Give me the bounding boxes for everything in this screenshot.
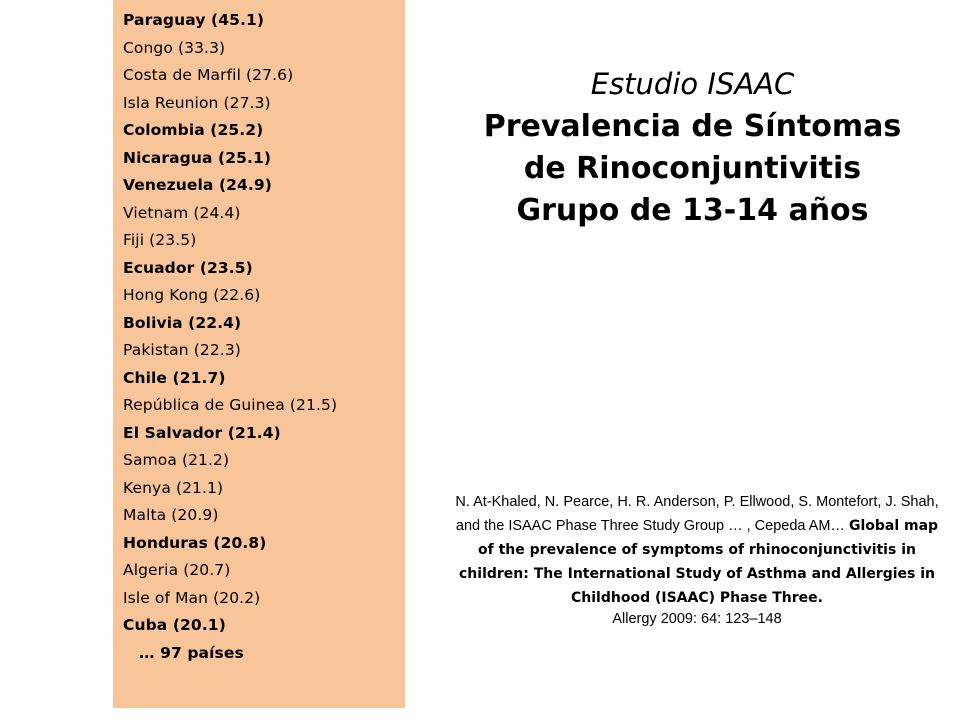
country-list-item: Hong Kong (22.6) [123,286,261,304]
country-list-item: Bolivia (22.4) [123,313,242,332]
country-list-item: Malta (20.9) [123,506,219,524]
country-list-item: Paraguay (45.1) [123,11,265,29]
country-list-item: El Salvador (21.4) [123,423,281,442]
country-list-item: Samoa (21.2) [123,451,230,469]
country-list-item: Pakistan (22.3) [123,341,241,359]
country-list [123,7,337,667]
country-list-item: Isla Reunion (27.3) [123,93,271,112]
country-list-item: Chile (21.7) [123,368,226,387]
country-list-item: Costa de Marfil (27.6) [123,66,294,84]
title-line-age-group: Grupo de 13-14 años [516,193,869,228]
country-list-item: República de Guinea (21.5) [123,396,338,414]
country-list-item: Congo (33.3) [123,38,226,57]
country-list-item: Isle of Man (20.2) [123,588,261,607]
country-prevalence-panel [113,0,405,708]
country-list-item: Vietnam (24.4) [123,203,241,222]
country-list-item: Algeria (20.7) [123,561,231,579]
title-line-condition: de Rinoconjuntivitis [523,151,862,186]
citation-authors: N. At-Khaled, N. Pearce, H. R. Anderson, P. Ellwood, S. Montefort, J. Shah, and the ISAAC Phase Three Study Group … , Cepeda AM… [455,494,939,534]
country-list-item: Fiji (23.5) [123,231,197,249]
country-list-item: Ecuador (23.5) [123,258,253,277]
title-study-name: Estudio ISAAC [590,67,795,101]
country-list-item: Honduras (20.8) [123,533,267,552]
country-list-item: Kenya (21.1) [123,478,224,497]
country-list-item: Colombia (25.2) [123,121,264,139]
country-list-item: … 97 países [139,643,244,662]
slide-title [455,62,930,232]
citation [452,490,942,628]
citation-article-title: Global map of the prevalence of symptoms of rhinoconjunctivitis in children: The International Study of Asthma and Allergies in Childhood (ISAAC) Phase Three. [459,518,939,606]
country-list-item: Cuba (20.1) [123,616,226,634]
title-line-prevalence: Prevalencia de Síntomas [483,109,902,144]
country-list-item: Nicaragua (25.1) [123,148,272,167]
country-list-item: Venezuela (24.9) [123,176,272,194]
citation-journal: Allergy 2009: 64: 123–148 [612,611,782,627]
